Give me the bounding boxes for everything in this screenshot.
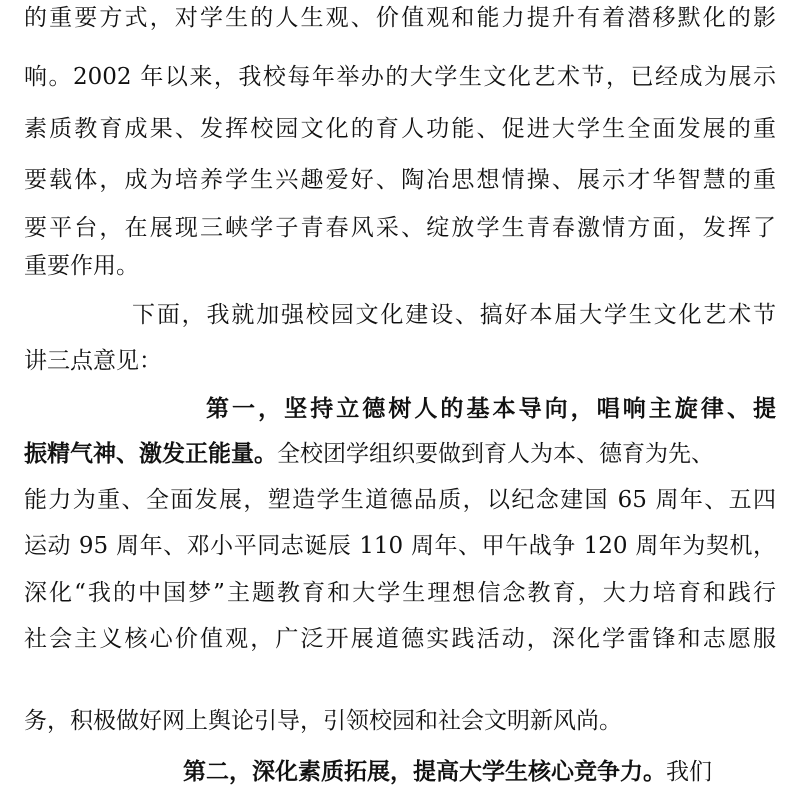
paragraph-line: 深化“我的中国梦”主题教育和大学生理想信念教育，大力培育和践行 [24,580,776,606]
paragraph-line: 务，积极做好网上舆论引导，引领校园和社会文明新风尚。 [24,708,622,734]
paragraph-line: 的重要方式，对学生的人生观、价值观和能力提升有着潜移默化的影 [24,5,776,31]
paragraph-line: 要载体，成为培养学生兴趣爱好、陶冶思想情操、展示才华智慧的重 [24,167,776,193]
paragraph-line: 社会主义核心价值观，广泛开展道德实践活动，深化学雷锋和志愿服 [24,626,776,652]
paragraph-line: 讲三点意见： [24,348,162,374]
paragraph-line: 下面，我就加强校园文化建设、搞好本届大学生文化艺术节 [132,302,776,328]
paragraph-line [24,439,776,469]
paragraph-line: 素质教育成果、发挥校园文化的育人功能、促进大学生全面发展的重 [24,116,776,142]
section-heading-1-cont: 振精气神、激发正能量。 [24,441,277,467]
paragraph-line: 能力为重、全面发展，塑造学生道德品质，以纪念建国 65 周年、五四 [24,487,776,513]
section-heading-2: 第二，深化素质拓展，提高大学生核心竞争力。 [183,759,666,785]
paragraph-text: 全校团学组织要做到育人为本、德育为先、 [277,441,714,467]
section-heading-1: 第一，坚持立德树人的基本导向，唱响主旋律、提 [206,396,776,422]
paragraph-line: 要平台，在展现三峡学子青春风采、绽放学生青春激情方面，发挥了 [24,215,776,241]
paragraph-line: 重要作用。 [24,253,139,279]
section-heading-2-line [183,757,776,787]
paragraph-text: 我们 [666,759,712,785]
paragraph-line: 响。2002 年以来，我校每年举办的大学生文化艺术节，已经成为展示 [24,64,776,90]
paragraph-line: 运动 95 周年、邓小平同志诞辰 110 周年、甲午战争 120 周年为契机， [24,533,776,559]
